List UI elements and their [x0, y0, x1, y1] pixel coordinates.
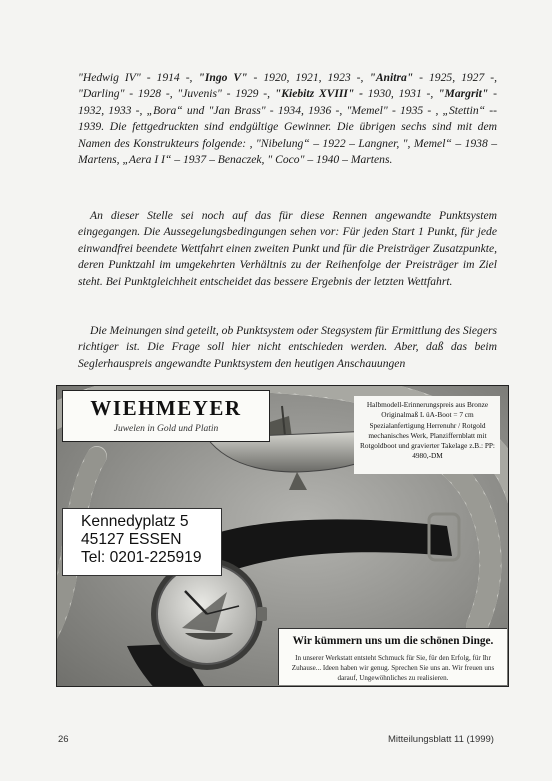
text-segment: - 1932, 1933 -, „Bora“ und "Jan Brass" - 1934, 1936 -, "Memel" - 1935 - , „Stettin“ -- 1939. Die fettgedruckten sind endgültige Gewinner. Die übrigen sechs sind mit dem Namen des Konstrukteurs folgende: , "Nibelung“ – 1922 – Langner, ", Memel“ – 1938 – Martens, „Aera I I“ – 1937 – Benaczek, " Coco" – 1940 – Martens. — [78, 87, 497, 167]
text-segment: "Hedwig IV" - 1914 -, — [78, 71, 199, 84]
brand-tagline: Juwelen in Gold und Platin — [113, 424, 219, 434]
product-description-box — [354, 396, 500, 474]
winner-name: "Margrit" — [438, 87, 489, 101]
winner-name: "Ingo V" — [198, 71, 248, 84]
text-segment: - 1920, 1921, 1923 -, — [247, 71, 370, 84]
journal-reference: Mitteilungsblatt 11 (1999) — [388, 734, 494, 745]
slogan-box — [278, 628, 507, 685]
product-description: Halbmodell-Erinnerungspreis aus Bronze Originalmaß L üA-Boot = 7 cm Spezialanfertigung Herrenuhr / Rotgold mechanisches Werk, Planziffernblatt mit Rotgoldboot und gravierter Takelage z.B.: PP: 4980,-DM — [360, 400, 495, 461]
address-street: Kennedyplatz 5 — [81, 513, 189, 530]
paragraph-point-system: An dieser Stelle sei noch auf das für diese Rennen angewandte Punktsystem eingegangen. Die Aussegelungsbedingungen sehen vor: Für jeden Start 1 Punkt, für jede einwandfrei beendete Wettfahrt einen zweiten Punkt und für die Preisträger Zusatzpunkte, deren Punktzahl im umgekehrten Verhältnis zu der Reihenfolge der Preisträger im Ziel steht. Bei Punktgleichheit entscheidet das bessere Ergebnis der letzten Wettfahrt. — [78, 209, 497, 288]
paragraph-opinions: Die Meinungen sind geteilt, ob Punktsystem oder Stegsystem für Ermittlung des Siegers richtiger ist. Die Frage soll hier nicht entschieden werden. Aber, daß das beim Seglerhauspreis angewandte Punktsystem den heutigen Anschauungen — [78, 324, 497, 370]
address-city: 45127 ESSEN — [81, 531, 182, 548]
address-phone: Tel: 0201-225919 — [81, 549, 202, 566]
winner-name: "Anitra" — [369, 71, 414, 84]
paragraph-race-winners — [78, 70, 497, 168]
text-segment: - 1925, 1927 -, "Darling" - 1928 -, "Juvenis" - 1929 -, — [78, 71, 497, 101]
page-number: 26 — [58, 734, 69, 745]
brand-name: WIEHMEYER — [90, 396, 242, 420]
text-segment: 1930, 1931 -, — [367, 87, 439, 101]
slogan-text: In unserer Werkstatt entsteht Schmuck für Sie, für den Erfolg, für Ihr Zuhause... Ideen haben wir genug. Sprechen Sie uns an. Wir freuen uns darauf, Ungewöhnliches zu realisieren. — [291, 654, 495, 682]
winner-name: "Kiebitz XVIII" - — [274, 87, 368, 101]
slogan-heading: Wir kümmern uns um die schönen Dinge. — [292, 635, 494, 647]
advertisement — [56, 385, 509, 687]
brand-box — [62, 390, 270, 442]
address-box — [62, 508, 222, 576]
